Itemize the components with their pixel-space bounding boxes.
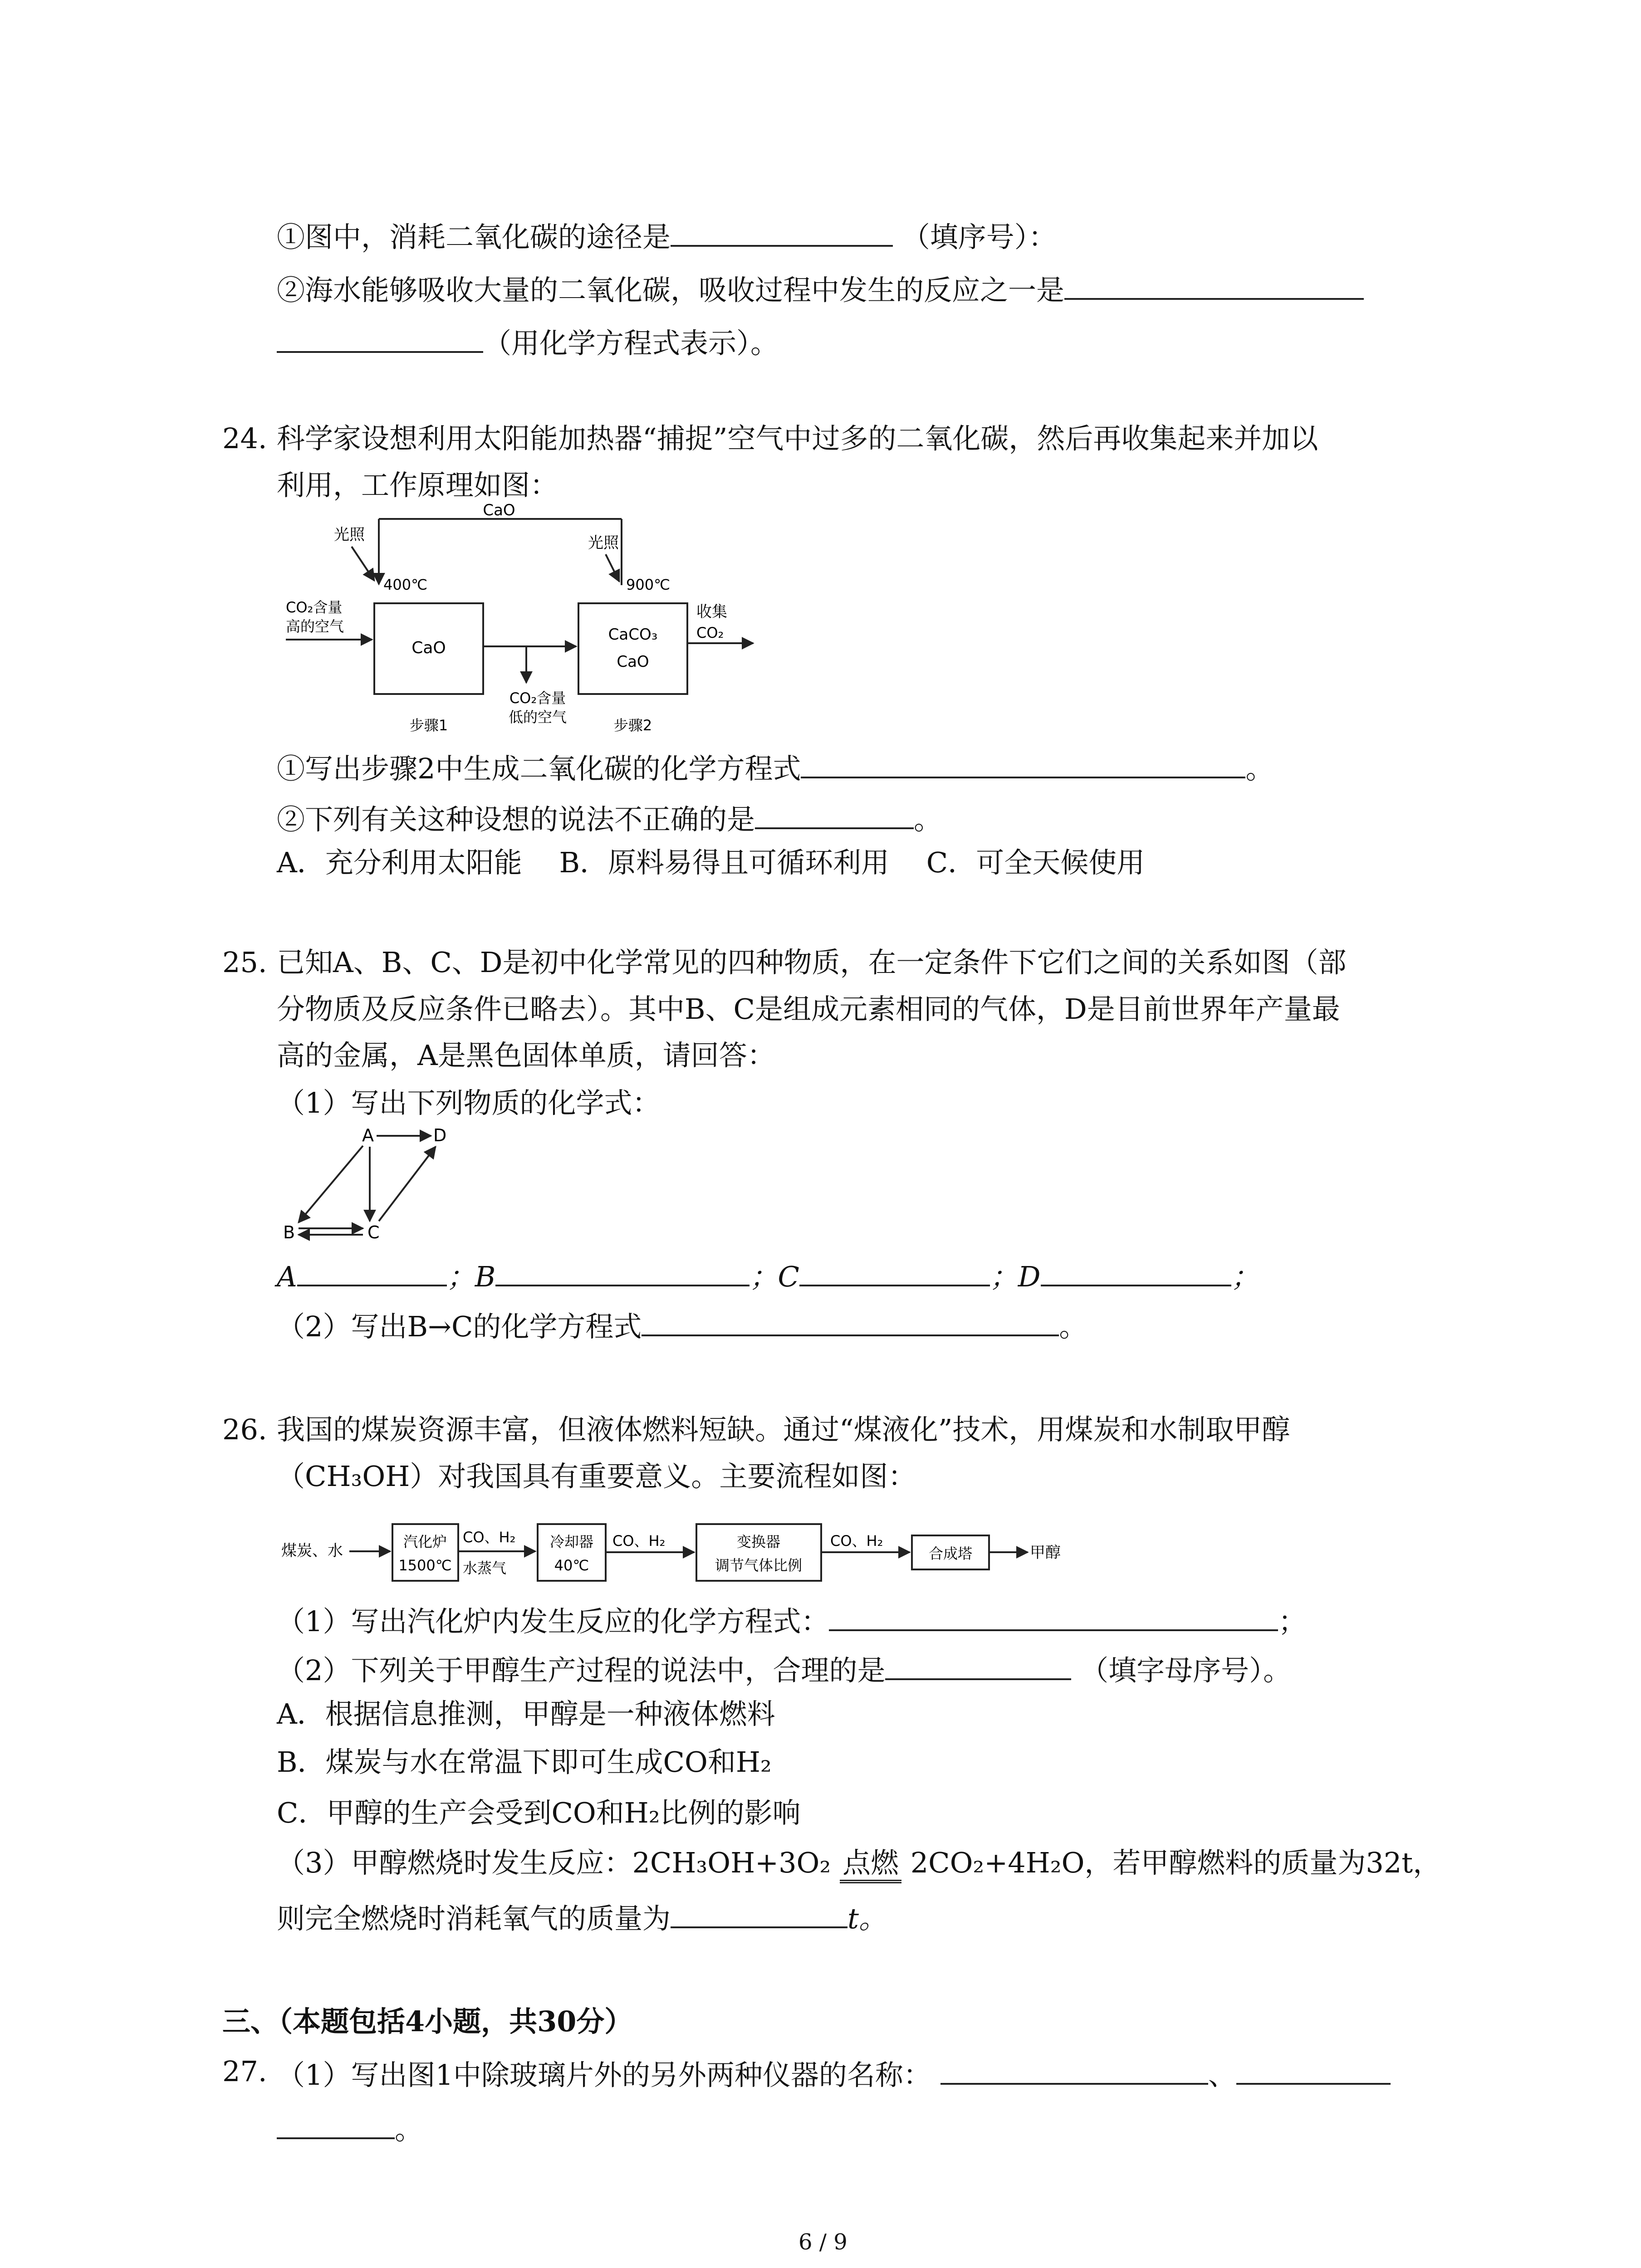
answer-blank-1[interactable] — [941, 2055, 1208, 2085]
q26-stem-2: （CH₃OH）对我国具有重要意义。主要流程如图： — [277, 1460, 916, 1493]
q24-stem: 科学家设想利用太阳能加热器“捕捉”空气中过多的二氧化碳，然后再收集起来并加以 — [277, 422, 1318, 455]
temp-right-label: 900℃ — [626, 576, 671, 593]
q25-answers: A ；B ；C ；D ； — [277, 1256, 1259, 1294]
q25-stem-1: 已知A、B、C、D是初中化学常见的四种物质，在一定条件下它们之间的关系如图（部 — [277, 946, 1347, 979]
flow-output: 甲醇 — [1030, 1544, 1061, 1562]
node-d: D — [433, 1125, 447, 1145]
q27-text-cont: 。 — [277, 2109, 423, 2146]
q24-number: 24. — [222, 422, 267, 455]
flow-label1-line2: 水蒸气 — [463, 1559, 507, 1577]
node-a: A — [362, 1125, 374, 1145]
input-label-1: CO₂含量 — [286, 599, 343, 616]
flow-box2-line2: 40℃ — [554, 1557, 589, 1574]
q27-text: （1）写出图1中除玻璃片外的另外两种仪器的名称： 、 — [277, 2055, 1391, 2092]
q24-stem-2: 利用，工作原理如图： — [277, 469, 558, 502]
flow-box2-line1: 冷却器 — [549, 1533, 594, 1550]
flow-label2: CO、H₂ — [612, 1532, 666, 1549]
q26-option-a: A．根据信息推测，甲醇是一种液体燃料 — [277, 1697, 775, 1730]
light-left-arrow — [352, 547, 374, 581]
flow-box3-line1: 变换器 — [736, 1533, 781, 1550]
answer-blank-2[interactable] — [1236, 2055, 1391, 2085]
answer-blank-3[interactable] — [277, 2109, 395, 2139]
node-c: C — [367, 1222, 380, 1242]
flow-label3: CO、H₂ — [830, 1532, 883, 1549]
q26-sub3-line2: 则完全燃烧时消耗氧气的质量为 t。 — [277, 1898, 887, 1936]
q27-number: 27. — [222, 2055, 267, 2088]
step1-label: 步骤1 — [409, 717, 448, 734]
q25-sub1: （1）写出下列物质的化学式： — [277, 1086, 661, 1119]
box2-label-2: CaO — [617, 653, 649, 671]
light-right-label: 光照 — [588, 534, 619, 552]
q24-process-diagram — [281, 503, 803, 744]
step2-label: 步骤2 — [613, 717, 652, 734]
answer-blank[interactable] — [801, 748, 1245, 778]
flow-box1-line2: 1500℃ — [398, 1557, 452, 1574]
answer-blank[interactable] — [885, 1650, 1071, 1680]
q24-item1: ①写出步骤2中生成二氧化碳的化学方程式 。 — [277, 748, 1274, 786]
step2-box — [578, 603, 687, 694]
q25-stem-2: 分物质及反应条件已略去）。其中B、C是组成元素相同的气体，D是目前世界年产量最 — [277, 992, 1340, 1026]
q26-option-c: C．甲醇的生产会受到CO和H₂比例的影响 — [277, 1796, 801, 1829]
light-right-arrow — [606, 554, 619, 582]
node-b: B — [283, 1222, 295, 1242]
q26-stem-1: 我国的煤炭资源丰富，但液体燃料短缺。通过“煤液化”技术，用煤炭和水制取甲醇 — [277, 1413, 1290, 1446]
cao-top-label: CaO — [483, 503, 515, 519]
q26-option-b: B．煤炭与水在常温下即可生成CO和H₂ — [277, 1745, 772, 1779]
answer-blank-a[interactable] — [297, 1256, 447, 1286]
arrow-a-b — [299, 1146, 363, 1222]
reaction-condition: 点燃 — [840, 1846, 901, 1883]
q24-options: A．充分利用太阳能 B．原料易得且可循环利用 C．可全天候使用 — [277, 846, 1145, 879]
q25-relation-diagram — [277, 1125, 467, 1247]
flow-box4: 合成塔 — [928, 1545, 973, 1562]
answer-blank-b[interactable] — [495, 1256, 749, 1286]
answer-blank[interactable] — [642, 1306, 1059, 1336]
q23-item2: ②海水能够吸收大量的二氧化碳，吸收过程中发生的反应之一是 — [277, 270, 1364, 307]
q25-stem-3: 高的金属，A是黑色固体单质，请回答： — [277, 1039, 775, 1072]
q25-sub2: （2）写出B→C的化学方程式 。 — [277, 1306, 1087, 1344]
q26-number: 26. — [222, 1413, 267, 1446]
q26-sub1: （1）写出汽化炉内发生反应的化学方程式： ； — [277, 1601, 1306, 1638]
low-air-label-1: CO₂含量 — [509, 689, 566, 707]
box1-label: CaO — [411, 639, 446, 657]
box2-label-1: CaCO₃ — [608, 626, 658, 644]
flow-label1-line1: CO、H₂ — [463, 1529, 516, 1546]
section-3-title: 三、（本题包括4小题，共30分） — [222, 2005, 633, 2038]
collect-label-1: 收集 — [696, 603, 727, 621]
input-label-2: 高的空气 — [286, 618, 344, 635]
answer-blank[interactable] — [671, 1898, 847, 1928]
collect-label-2: CO₂ — [696, 624, 724, 641]
answer-blank-d[interactable] — [1041, 1256, 1231, 1286]
q26-flow-diagram — [281, 1510, 1075, 1597]
q26-sub3: （3）甲醇燃烧时发生反应：2CH₃OH+3O₂ 点燃 2CO₂+4H₂O，若甲醇燃料的质量为32t， — [277, 1846, 1441, 1883]
answer-blank[interactable] — [755, 799, 914, 829]
page-number: 6 / 9 — [798, 2229, 847, 2255]
q23-item2-cont: （用化学方程式表示）。 — [277, 323, 779, 360]
q24-item2: ②下列有关这种设想的说法不正确的是 。 — [277, 799, 942, 836]
flow-box3-line2: 调节气体比例 — [715, 1557, 803, 1574]
answer-blank-c[interactable] — [799, 1256, 990, 1286]
answer-blank[interactable] — [671, 217, 893, 247]
q23-item1: ①图中，消耗二氧化碳的途径是 （填序号）： — [277, 217, 1057, 254]
temp-left-label: 400℃ — [383, 576, 428, 593]
light-left-label: 光照 — [334, 526, 365, 544]
answer-blank[interactable] — [829, 1601, 1278, 1631]
flow-input: 煤炭、水 — [281, 1542, 343, 1560]
q25-number: 25. — [222, 946, 267, 979]
arrow-c-d — [379, 1147, 436, 1221]
answer-blank[interactable] — [1064, 270, 1364, 300]
low-air-label-2: 低的空气 — [508, 709, 567, 726]
answer-blank[interactable] — [277, 323, 483, 353]
flow-box1-line1: 汽化炉 — [403, 1533, 447, 1550]
q26-sub2: （2）下列关于甲醇生产过程的说法中，合理的是 （填字母序号）。 — [277, 1650, 1291, 1687]
